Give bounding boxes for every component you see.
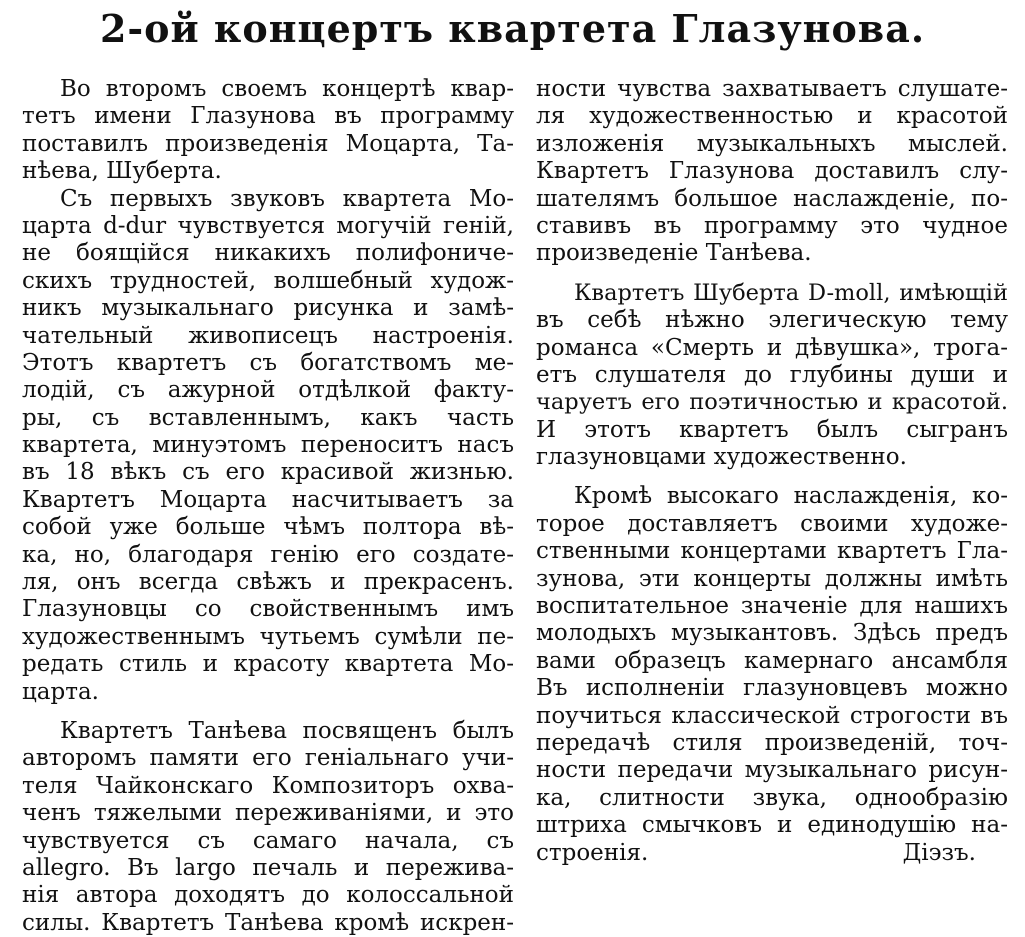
- text-line: квартета, минуэтомъ переноситъ насъ: [22, 432, 514, 459]
- closing-line: [536, 840, 1008, 867]
- text-line: Квартетъ Танѣева посвященъ былъ: [60, 717, 514, 744]
- text-line: царта d-dur чувствуется могучій геній,: [22, 212, 514, 239]
- text-line: поучиться классической строгости въ: [536, 702, 1008, 729]
- text-line: строенія.: [536, 839, 649, 866]
- text-line: чувствуется съ самаго начала, съ: [22, 827, 514, 854]
- text-line: собой уже больше чѣмъ полтора вѣ-: [22, 514, 514, 541]
- text-line: нія автора доходятъ до колоссальной: [22, 882, 514, 909]
- text-line: Квартетъ Моцарта насчитываетъ за: [22, 486, 514, 513]
- author-signature: Діэзъ.: [902, 839, 976, 866]
- text-line: чательный живописецъ настроенія.: [22, 322, 514, 349]
- text-line: Съ первыхъ звуковъ квартета Мо-: [60, 185, 514, 212]
- text-line: романса «Смерть и дѣвушка», трога-: [536, 334, 1008, 361]
- text-line: молодыхъ музыкантовъ. Здѣсь предъ: [536, 620, 1008, 647]
- text-line: зунова, эти концерты должны имѣть: [536, 565, 1008, 592]
- text-line: штриха смычковъ и единодушію на-: [536, 812, 1008, 839]
- text-line: тетъ имени Глазунова въ программу: [22, 103, 514, 130]
- paragraph-gap: [22, 706, 514, 718]
- left-column: [22, 76, 514, 937]
- paragraph-gap: [536, 268, 1008, 280]
- text-line: чаруетъ его поэтичностью и красотой.: [536, 389, 1008, 416]
- text-line: Этотъ квартетъ съ богатствомъ ме-: [22, 349, 514, 376]
- text-line: allegro. Въ largo печаль и пережива-: [22, 854, 514, 881]
- text-line: Квартетъ Шуберта D-moll, имѣющій: [574, 279, 1008, 306]
- text-line: Во второмъ своемъ концертѣ квар-: [60, 76, 514, 102]
- text-line: произведеніе Танѣева.: [536, 240, 812, 267]
- text-line: художественнымъ чутьемъ сумѣли пе-: [22, 623, 514, 650]
- text-line: Глазуновцы со свойственнымъ имъ: [22, 596, 514, 623]
- text-line: торое доставляетъ своими художе-: [536, 510, 1008, 537]
- paragraph-gap: [536, 471, 1008, 483]
- text-line: вами образецъ камернаго ансамбля: [536, 647, 1008, 674]
- right-column: [536, 76, 1008, 867]
- text-line: ры, съ вставленнымъ, какъ часть: [22, 404, 514, 431]
- text-line: въ себѣ нѣжно элегическую тему: [536, 307, 1008, 334]
- text-line: силы. Квартетъ Танѣева кромѣ искрен-: [22, 909, 514, 936]
- text-line: шателямъ большое наслажденіе, по-: [536, 185, 1008, 212]
- text-line: царта.: [22, 678, 99, 705]
- text-line: Въ исполненіи глазуновцевъ можно: [536, 675, 1008, 702]
- text-line: ченъ тяжелыми переживаніями, и это: [22, 800, 514, 827]
- text-line: нѣева, Шуберта.: [22, 158, 222, 185]
- text-line: скихъ трудностей, волшебный худож-: [22, 267, 514, 294]
- text-line: етъ слушателя до глубины души и: [536, 361, 1008, 388]
- text-line: теля Чайконскаго Композиторъ охва-: [22, 772, 514, 799]
- text-line: ставивъ въ программу это чудное: [536, 212, 1008, 239]
- text-line: никъ музыкальнаго рисунка и замѣ-: [22, 295, 514, 322]
- text-line: поставилъ произведенія Моцарта, Та-: [22, 130, 514, 157]
- text-line: ля, онъ всегда свѣжъ и прекрасенъ.: [22, 569, 514, 596]
- text-line: ка, слитности звука, однообразію: [536, 784, 1008, 811]
- text-line: глазуновцами художественно.: [536, 444, 907, 471]
- text-line: ности передачи музыкальнаго рисун-: [536, 757, 1008, 784]
- text-line: въ 18 вѣкъ съ его красивой жизнью.: [22, 459, 514, 486]
- text-line: авторомъ памяти его геніальнаго учи-: [22, 745, 514, 772]
- text-line: ности чувства захватываетъ слушате-: [536, 76, 1008, 102]
- text-line: лодій, съ ажурной отдѣлкой факту-: [22, 377, 514, 404]
- text-line: изложенія музыкальныхъ мыслей.: [536, 130, 1008, 157]
- text-line: Квартетъ Глазунова доставилъ слу-: [536, 158, 1008, 185]
- text-line: воспитательное значеніе для нашихъ: [536, 593, 1008, 620]
- text-line: ка, но, благодаря генію его создате-: [22, 541, 514, 568]
- text-line: передачѣ стиля произведеній, точ-: [536, 729, 1008, 756]
- text-line: редать стиль и красоту квартета Мо-: [22, 651, 514, 678]
- text-line: не боящійся никакихъ полифониче-: [22, 240, 514, 267]
- article-title: 2-ой концертъ квартета Глазунова.: [99, 6, 926, 51]
- text-line: Кромѣ высокаго наслажденія, ко-: [574, 483, 1008, 510]
- text-line: ля художественностью и красотой: [536, 103, 1008, 130]
- text-line: И этотъ квартетъ былъ сыгранъ: [536, 416, 1008, 443]
- text-line: ственными концертами квартетъ Гла-: [536, 538, 1008, 565]
